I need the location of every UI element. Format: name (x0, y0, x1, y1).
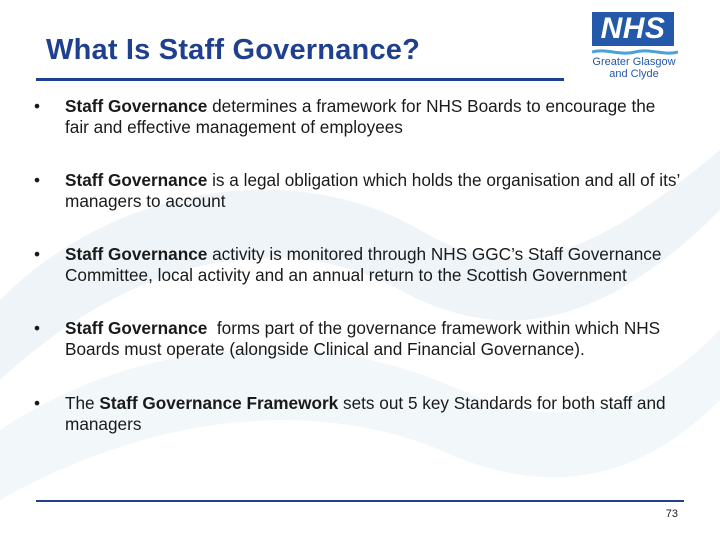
nhs-logo-box (592, 12, 674, 46)
bullet-list (34, 96, 684, 435)
nhs-logo-text: NHS (600, 12, 666, 45)
bullet-text: determines a framework for NHS Boards to encourage the fair and effective management of employees (65, 96, 656, 137)
bullet-bold-term: Staff Governance (65, 170, 208, 190)
page-title: What Is Staff Governance? (46, 34, 421, 66)
bullet-marker: • (34, 170, 41, 190)
bullet-marker: • (34, 244, 41, 264)
bullet-bold-term: Staff Governance (65, 318, 208, 338)
bullet-marker: • (34, 318, 41, 338)
bullet-bold-term: Staff Governance (65, 96, 208, 116)
bullet-text: sets out 5 key Standards for both staff and managers (65, 393, 666, 434)
bullet-text: is a legal obligation which holds the organisation and all of its’ managers to account (65, 170, 680, 211)
bullet-prefix: The (65, 393, 100, 413)
bullet-bold-term: Staff Governance Framework (99, 393, 339, 413)
footer-rule (36, 500, 684, 502)
bullet-bold-term: Staff Governance (65, 244, 208, 264)
logo-line-2: and Clyde (609, 68, 659, 80)
bullet-text: forms part of the governance framework within which NHS Boards must operate (alongside Clinical and Financial Governance). (65, 318, 665, 359)
title-underline (36, 78, 564, 81)
bullet-item (34, 393, 684, 435)
logo-line-1: Greater Glasgow (592, 56, 676, 68)
bullet-item (34, 170, 684, 212)
bullet-marker: • (34, 393, 41, 413)
nhs-logo (588, 12, 688, 80)
logo-wave-icon (592, 48, 678, 56)
bullet-item (34, 318, 684, 360)
bullet-text: activity is monitored through NHS GGC’s Staff Governance Committee, local activity and an annual return to the Scottish Government (65, 244, 662, 285)
bullet-item (34, 244, 684, 286)
page-number: 73 (665, 508, 678, 520)
bullet-marker: • (34, 96, 41, 116)
bullet-item (34, 96, 684, 138)
